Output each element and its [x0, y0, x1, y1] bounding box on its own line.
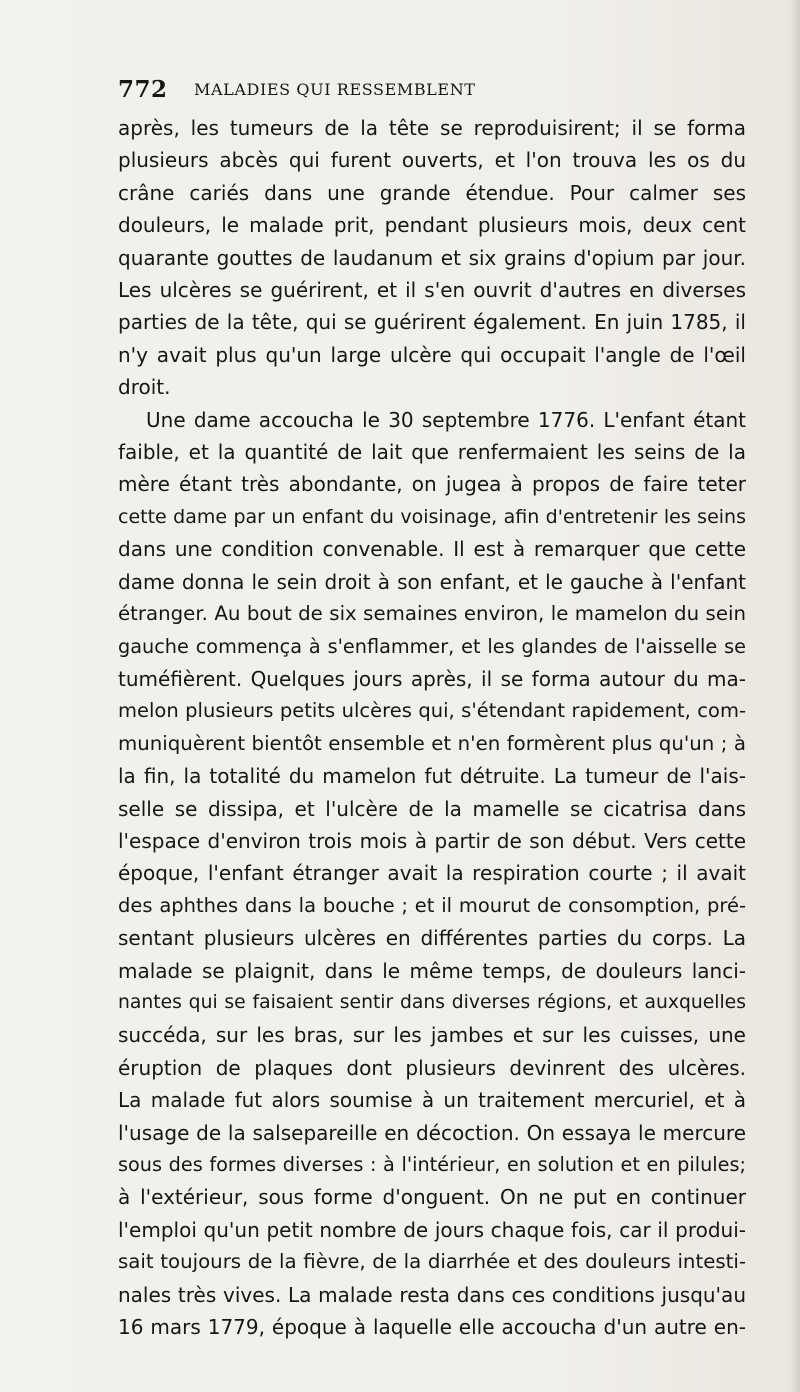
text-line: dans une condition convenable. Il est à remarquer que cette: [118, 537, 746, 562]
body-text: [118, 112, 746, 1343]
text-line: étranger. Au bout de six semaines environ, le mamelon du sein: [118, 602, 746, 626]
text-line: l'usage de la salsepareille en décoction. On essaya le mercure: [118, 1120, 746, 1145]
text-line: gauche commença à s'enflammer, et les glandes de l'aisselle se: [118, 634, 746, 658]
text-line: éruption de plaques dont plusieurs devinrent des ulcères.: [118, 1055, 746, 1080]
page-number: 772: [118, 76, 168, 103]
text-line: selle se dissipa, et l'ulcère de la mamelle se cicatrisa dans: [118, 796, 746, 821]
text-line: La malade fut alors soumise à un traitement mercuriel, et à: [118, 1088, 746, 1113]
text-line: succéda, sur les bras, sur les jambes et sur les cuisses, une: [118, 1023, 746, 1048]
page-header: [118, 75, 738, 105]
text-line: melon plusieurs petits ulcères qui, s'étendant rapidement, com-: [118, 699, 746, 723]
text-line: mère étant très abondante, on jugea à propos de faire teter: [118, 472, 746, 497]
text-line: douleurs, le malade prit, pendant plusieurs mois, deux cent: [118, 213, 746, 238]
text-line: parties de la tête, qui se guérirent également. En juin 1785, il: [118, 310, 746, 335]
text-line: sous des formes diverses : à l'intérieur, en solution et en pilules;: [118, 1153, 746, 1176]
text-line: crâne cariés dans une grande étendue. Pour calmer ses: [118, 180, 746, 205]
text-line: des aphthes dans la bouche ; et il mourut de consomption, pré-: [118, 893, 746, 917]
text-line: quarante gouttes de laudanum et six grains d'opium par jour.: [118, 245, 746, 270]
text-line: n'y avait plus qu'un large ulcère qui occupait l'angle de l'œil: [118, 342, 746, 367]
text-line: la fin, la totalité du mamelon fut détruite. La tumeur de l'ais-: [118, 764, 746, 789]
text-line: sait toujours de la fièvre, de la diarrhée et des douleurs intesti-: [118, 1250, 746, 1274]
text-line: à l'extérieur, sous forme d'onguent. On ne put en continuer: [118, 1185, 746, 1210]
text-line: époque, l'enfant étranger avait la respiration courte ; il avait: [118, 861, 746, 886]
text-line: l'espace d'environ trois mois à partir de son début. Vers cette: [118, 828, 746, 853]
text-line: l'emploi qu'un petit nombre de jours chaque fois, car il produi-: [118, 1217, 746, 1242]
text-line: cette dame par un enfant du voisinage, afin d'entretenir les seins: [118, 505, 746, 528]
text-line: plusieurs abcès qui furent ouverts, et l'on trouva les os du: [118, 148, 746, 173]
text-line: 16 mars 1779, époque à laquelle elle accoucha d'un autre en-: [118, 1315, 746, 1340]
text-line: muniquèrent bientôt ensemble et n'en formèrent plus qu'un ; à: [118, 731, 746, 755]
text-line: nantes qui se faisaient sentir dans diverses régions, et auxquelles: [118, 991, 746, 1013]
text-line: nales très vives. La malade resta dans ces conditions jusqu'au: [118, 1282, 746, 1307]
running-title: MALADIES QUI RESSEMBLENT: [194, 80, 476, 99]
text-line: sentant plusieurs ulcères en différentes parties du corps. La: [118, 926, 746, 951]
text-line: dame donna le sein droit à son enfant, et le gauche à l'enfant: [118, 569, 746, 594]
text-line: faible, et la quantité de lait que renfermaient les seins de la: [118, 440, 746, 465]
text-line: après, les tumeurs de la tête se reproduisirent; il se forma: [118, 116, 746, 140]
text-line: tuméfièrent. Quelques jours après, il se forma autour du ma-: [118, 666, 746, 691]
text-line: droit.: [118, 375, 171, 400]
page-edge-shadow: [790, 0, 800, 1392]
text-line: malade se plaignit, dans le même temps, de douleurs lanci-: [118, 958, 746, 983]
text-line: Les ulcères se guérirent, et il s'en ouvrit d'autres en diverses: [118, 278, 746, 303]
text-line: Une dame accoucha le 30 septembre 1776. L'enfant étant: [146, 407, 746, 432]
